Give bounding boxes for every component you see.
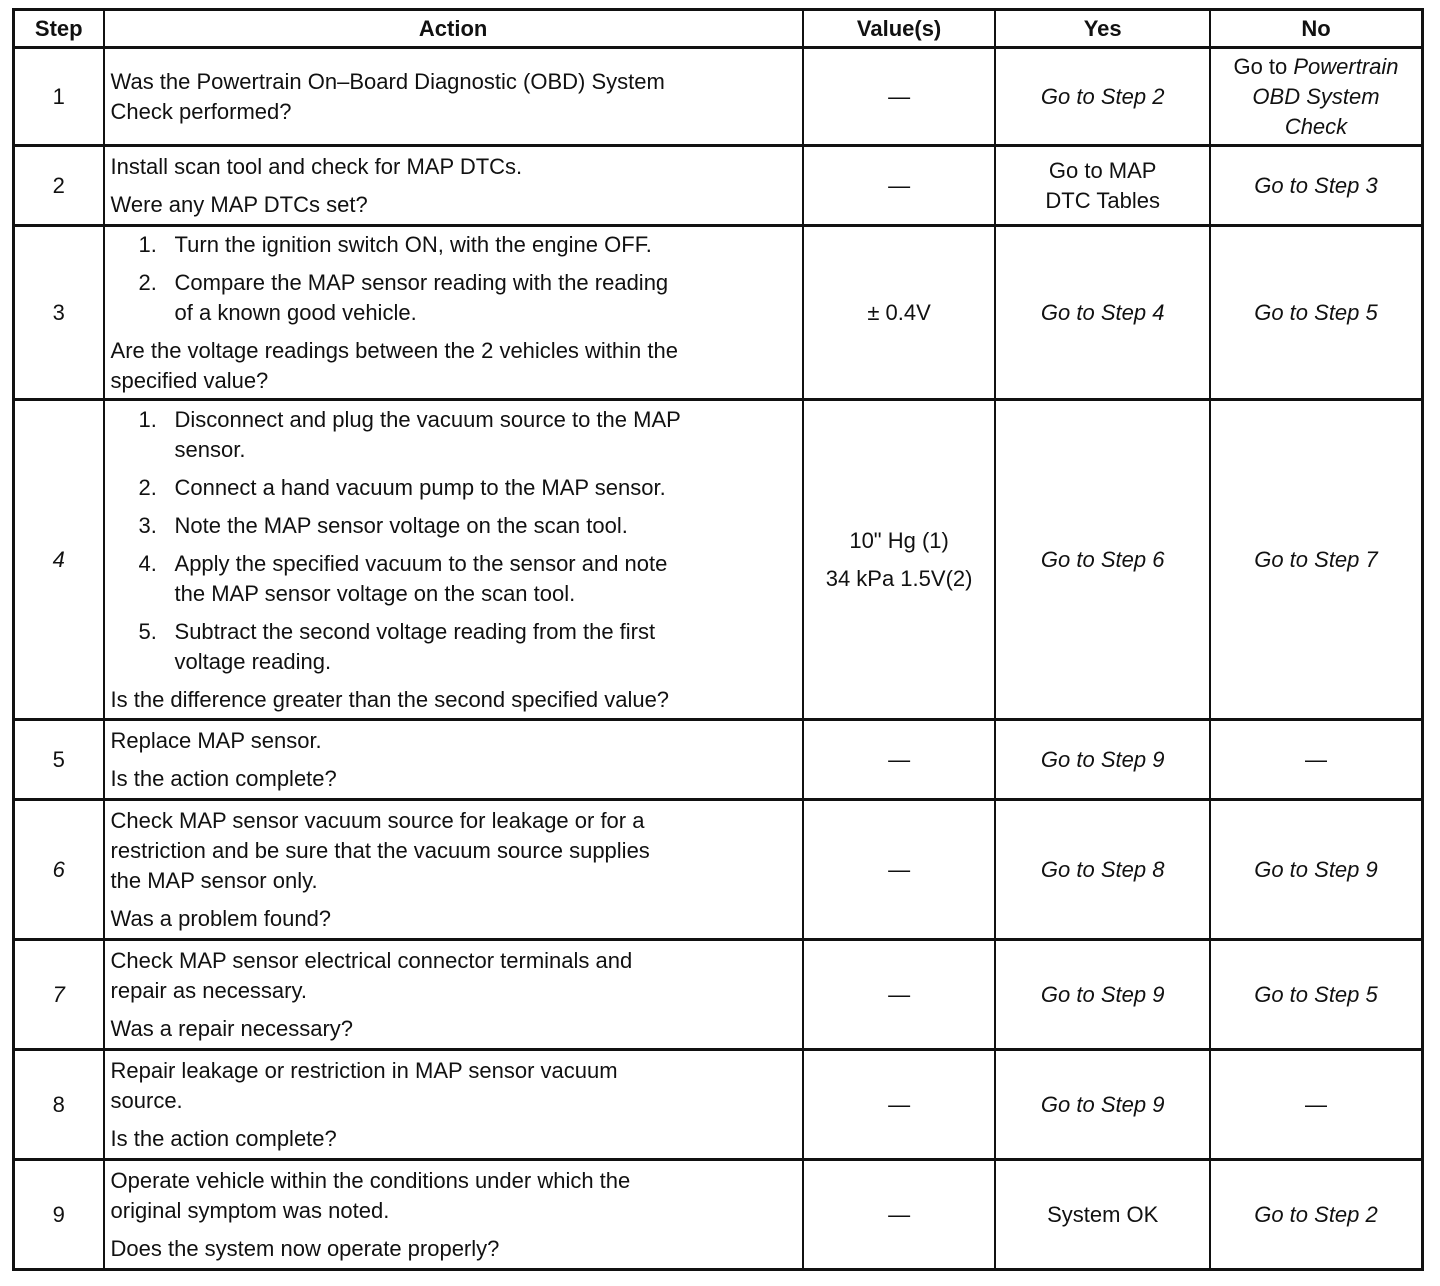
substep	[111, 617, 796, 677]
action-cell	[104, 48, 803, 146]
action-text: source.	[110, 1087, 183, 1113]
action-text: Repair leakage or restriction in MAP sensor vacuum	[110, 1057, 618, 1083]
action-cell	[104, 940, 803, 1050]
no-result: Go to Step 3	[1210, 146, 1423, 226]
action-question: Were any MAP DTCs set?	[110, 191, 368, 217]
table-row	[14, 1160, 1423, 1270]
no-result-link: Powertrain	[1293, 53, 1399, 79]
action-question: Does the system now operate properly?	[110, 1235, 500, 1261]
no-result: Go to Step 7	[1210, 400, 1423, 720]
substep-text: of a known good vehicle.	[174, 299, 417, 325]
substep-number: 2.	[138, 474, 157, 500]
substep	[111, 511, 796, 541]
action-question: Is the action complete?	[110, 1125, 337, 1151]
action-cell	[104, 800, 803, 940]
substep-text: Compare the MAP sensor reading with the reading	[174, 269, 669, 295]
value-cell	[803, 400, 996, 720]
header-action: Action	[104, 10, 803, 48]
yes-result: Go to Step 9	[995, 940, 1210, 1050]
value-cell: —	[803, 48, 996, 146]
action-text: Install scan tool and check for MAP DTCs.	[110, 153, 523, 179]
substep-text: the MAP sensor voltage on the scan tool.	[174, 580, 576, 606]
table-row	[14, 400, 1423, 720]
action-cell	[104, 720, 803, 800]
substep-text: Subtract the second voltage reading from the first	[174, 618, 656, 644]
substep-text: voltage reading.	[174, 648, 332, 674]
value-cell: ± 0.4V	[803, 226, 996, 400]
no-result: —	[1210, 720, 1423, 800]
step-number: 3	[14, 226, 104, 400]
yes-result: System OK	[995, 1160, 1210, 1270]
substep	[111, 230, 796, 260]
substep-text: Turn the ignition switch ON, with the engine OFF.	[174, 231, 652, 257]
action-question: Is the difference greater than the second specified value?	[110, 686, 670, 712]
yes-result: Go to Step 9	[995, 720, 1210, 800]
no-result-text: Go to Powertrain	[1233, 53, 1399, 79]
value-cell: —	[803, 1160, 996, 1270]
value-cell: —	[803, 720, 996, 800]
yes-result-text: DTC Tables	[1045, 187, 1160, 213]
header-no: No	[1210, 10, 1423, 48]
action-question: Are the voltage readings between the 2 vehicles within the	[110, 337, 678, 363]
no-result-text: OBD System	[1252, 83, 1380, 109]
substep	[111, 473, 796, 503]
action-text: Check MAP sensor electrical connector terminals and	[110, 947, 633, 973]
yes-result: Go to Step 9	[995, 1050, 1210, 1160]
step-number: 6	[14, 800, 104, 940]
action-question: Was a problem found?	[110, 905, 332, 931]
substep-text: Connect a hand vacuum pump to the MAP sensor.	[174, 474, 666, 500]
step-number: 9	[14, 1160, 104, 1270]
header-yes: Yes	[995, 10, 1210, 48]
substep-list	[111, 230, 796, 328]
table-row	[14, 226, 1423, 400]
substep-number: 1.	[138, 231, 157, 257]
action-question: Is the action complete?	[110, 765, 337, 791]
action-cell	[104, 146, 803, 226]
yes-result: Go to Step 4	[995, 226, 1210, 400]
substep-number: 1.	[138, 406, 157, 432]
value-cell: —	[803, 800, 996, 940]
substep-number: 5.	[138, 618, 157, 644]
step-number: 5	[14, 720, 104, 800]
substep	[111, 268, 796, 328]
header-step: Step	[14, 10, 104, 48]
no-result: Go to Step 5	[1210, 940, 1423, 1050]
action-text: Was the Powertrain On–Board Diagnostic (OBD) System	[110, 68, 665, 94]
action-text: the MAP sensor only.	[110, 867, 318, 893]
action-text: repair as necessary.	[110, 977, 307, 1003]
value-text: 10" Hg (1)	[849, 527, 949, 553]
step-number: 1	[14, 48, 104, 146]
substep	[111, 405, 796, 465]
no-result: —	[1210, 1050, 1423, 1160]
action-text: Replace MAP sensor.	[110, 727, 322, 753]
value-cell: —	[803, 146, 996, 226]
action-text: Check performed?	[110, 98, 292, 124]
value-cell: —	[803, 940, 996, 1050]
step-number: 4	[14, 400, 104, 720]
substep-list	[111, 405, 796, 677]
step-number: 7	[14, 940, 104, 1050]
action-question: Was a repair necessary?	[110, 1015, 354, 1041]
table-row	[14, 1050, 1423, 1160]
action-text: original symptom was noted.	[110, 1197, 390, 1223]
value-cell: —	[803, 1050, 996, 1160]
table-row	[14, 940, 1423, 1050]
yes-result: Go to Step 8	[995, 800, 1210, 940]
action-cell	[104, 1160, 803, 1270]
action-cell	[104, 1050, 803, 1160]
action-cell	[104, 400, 803, 720]
yes-result	[995, 146, 1210, 226]
no-result: Go to Step 5	[1210, 226, 1423, 400]
substep	[111, 549, 796, 609]
yes-result-text: Go to MAP	[1048, 157, 1157, 183]
substep-number: 4.	[138, 550, 157, 576]
substep-text: Disconnect and plug the vacuum source to the MAP	[174, 406, 681, 432]
action-text: restriction and be sure that the vacuum source supplies	[110, 837, 650, 863]
header-row	[14, 10, 1423, 48]
action-text: Operate vehicle within the conditions under which the	[110, 1167, 631, 1193]
action-text: Check MAP sensor vacuum source for leakage or for a	[110, 807, 645, 833]
no-result	[1210, 48, 1423, 146]
table-row	[14, 146, 1423, 226]
table-row	[14, 720, 1423, 800]
step-number: 8	[14, 1050, 104, 1160]
table-row	[14, 48, 1423, 146]
substep-text: Apply the specified vacuum to the sensor and note	[174, 550, 668, 576]
substep-number: 2.	[138, 269, 157, 295]
no-result: Go to Step 2	[1210, 1160, 1423, 1270]
no-result: Go to Step 9	[1210, 800, 1423, 940]
substep-text: sensor.	[174, 436, 246, 462]
action-question: specified value?	[110, 367, 269, 393]
table-row	[14, 800, 1423, 940]
yes-result: Go to Step 6	[995, 400, 1210, 720]
substep-number: 3.	[138, 512, 157, 538]
substep-text: Note the MAP sensor voltage on the scan tool.	[174, 512, 628, 538]
diagnostic-table	[12, 8, 1424, 1271]
header-value: Value(s)	[803, 10, 996, 48]
step-number: 2	[14, 146, 104, 226]
no-result-text: Check	[1284, 113, 1348, 139]
action-cell	[104, 226, 803, 400]
yes-result: Go to Step 2	[995, 48, 1210, 146]
value-text: 34 kPa 1.5V(2)	[825, 565, 973, 591]
